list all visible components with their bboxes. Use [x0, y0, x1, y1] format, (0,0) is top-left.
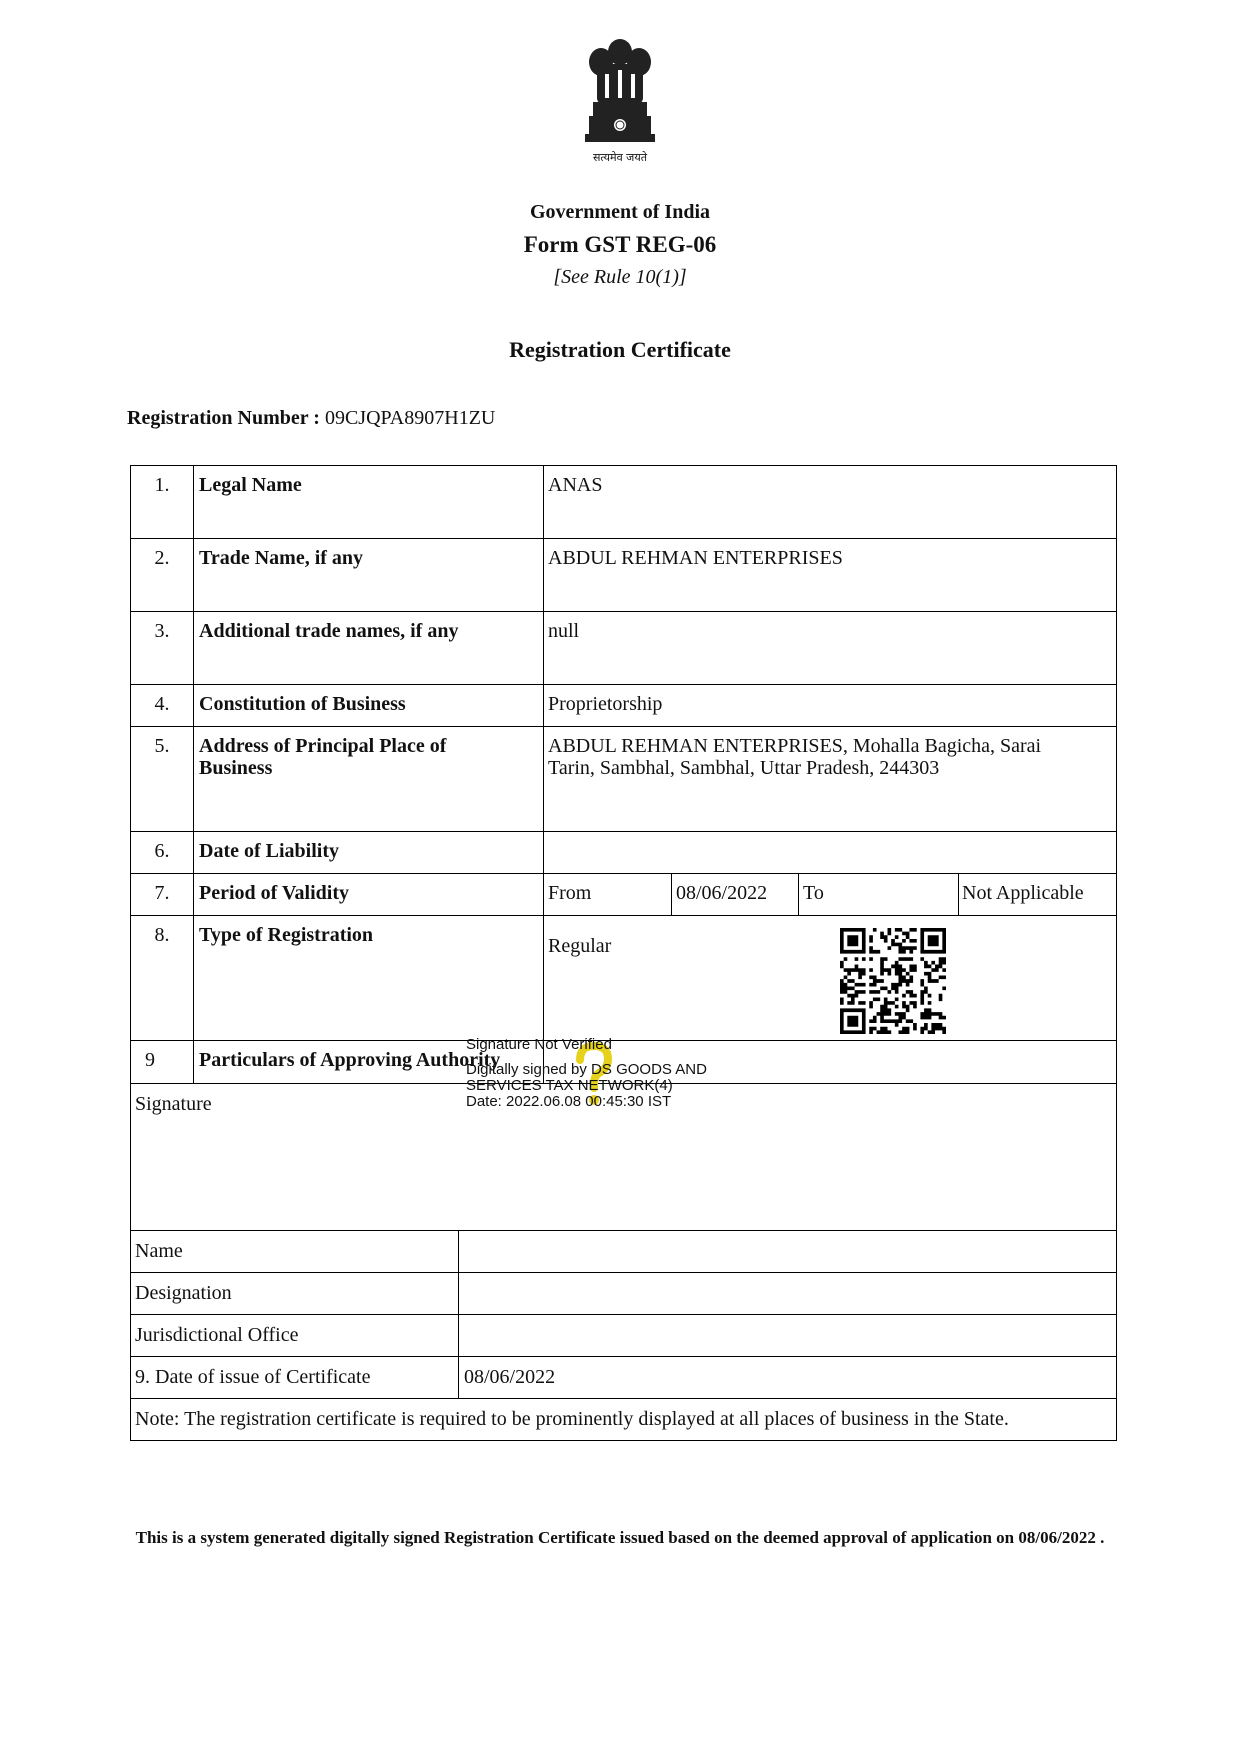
- field-value-address: ABDUL REHMAN ENTERPRISES, Mohalla Bagicha, Sarai Tarin, Sambhal, Sambhal, Uttar Pradesh, 244303: [548, 735, 1042, 779]
- issue-date-value: 08/06/2022: [464, 1366, 556, 1388]
- registration-number-label: Registration Number :: [127, 407, 320, 429]
- field-label-legal-name: Legal Name: [199, 474, 302, 496]
- designation-label: Designation: [135, 1282, 232, 1304]
- field-value-additional-trade-names: null: [548, 620, 580, 642]
- display-note: Note: The registration certificate is required to be prominently displayed at all places of business in the State.: [135, 1408, 1009, 1430]
- rule-reference: [See Rule 10(1)]: [553, 266, 687, 288]
- digital-signature-block: [466, 1037, 766, 1110]
- validity-from-label: From: [548, 882, 592, 904]
- validity-to-value: Not Applicable: [962, 882, 1084, 904]
- table-rule: [130, 538, 1117, 539]
- table-rule: [130, 465, 1117, 466]
- validity-from-value: 08/06/2022: [676, 882, 768, 904]
- field-label-address: Address of Principal Place of Business: [199, 735, 447, 779]
- table-rule: [130, 611, 1117, 612]
- field-label-period-of-validity: Period of Validity: [199, 882, 350, 904]
- table-rule: [130, 1398, 1117, 1399]
- field-value-trade-name: ABDUL REHMAN ENTERPRISES: [548, 547, 843, 569]
- row-number: 7.: [154, 882, 170, 904]
- row-number: 1.: [154, 474, 170, 496]
- row-number: 3.: [154, 620, 170, 642]
- table-rule: [958, 873, 959, 915]
- field-value-constitution: Proprietorship: [548, 693, 663, 715]
- form-title: Form GST REG-06: [523, 232, 717, 257]
- validity-to-label: To: [803, 882, 824, 904]
- table-rule: [671, 873, 672, 915]
- table-rule: [130, 1272, 1117, 1273]
- field-value-type-of-registration: Regular: [548, 935, 612, 957]
- row-number: 5.: [154, 735, 170, 757]
- jurisdictional-office-label: Jurisdictional Office: [135, 1324, 299, 1346]
- name-label: Name: [135, 1240, 183, 1262]
- table-rule: [130, 1230, 1117, 1231]
- row-number: 4.: [154, 693, 170, 715]
- issue-date-label: 9. Date of issue of Certificate: [135, 1366, 371, 1388]
- government-heading: Government of India: [530, 201, 710, 223]
- table-rule: [798, 873, 799, 915]
- row-number: 2.: [154, 547, 170, 569]
- field-label-type-of-registration: Type of Registration: [199, 924, 374, 946]
- table-rule: [130, 465, 131, 1441]
- row-number: 6.: [154, 840, 170, 862]
- row-number: 9: [145, 1049, 155, 1071]
- field-label-constitution: Constitution of Business: [199, 693, 406, 715]
- table-rule: [130, 1356, 1117, 1357]
- field-label-approving-authority: Particulars of Approving Authority: [199, 1049, 501, 1071]
- registration-number-value: 09CJQPA8907H1ZU: [324, 407, 496, 429]
- table-rule: [1116, 465, 1117, 1441]
- signature-status: Signature Not Verified: [466, 1036, 612, 1053]
- table-rule: [130, 684, 1117, 685]
- table-rule: [130, 1314, 1117, 1315]
- table-rule: [130, 726, 1117, 727]
- registration-number: [127, 407, 495, 430]
- row-number: 8.: [154, 924, 170, 946]
- field-value-legal-name: ANAS: [548, 474, 603, 496]
- emblem-motto: सत्यमेव जयते: [592, 151, 647, 164]
- qr-code-icon: [840, 928, 946, 1034]
- field-label-trade-name: Trade Name, if any: [199, 547, 364, 569]
- field-label-date-of-liability: Date of Liability: [199, 840, 339, 862]
- table-rule: [130, 873, 1117, 874]
- table-rule: [130, 1440, 1117, 1441]
- field-label-additional-trade-names: Additional trade names, if any: [199, 620, 459, 642]
- national-emblem-icon: [575, 34, 665, 164]
- table-rule: [130, 915, 1117, 916]
- certificate-title: Registration Certificate: [509, 337, 731, 362]
- footer-statement: This is a system generated digitally signed Registration Certificate issued based on the deemed approval of application on 08/06/2022 .: [135, 1528, 1105, 1547]
- signature-date: Date: 2022.06.08 00:45:30 IST: [466, 1093, 672, 1110]
- signature-signer-line1: Digitally signed by DS GOODS AND: [466, 1061, 707, 1078]
- signature-signer-line2: SERVICES TAX NETWORK(4): [466, 1077, 673, 1094]
- table-rule: [130, 831, 1117, 832]
- table-rule: [543, 465, 544, 1083]
- table-rule: [458, 1230, 459, 1398]
- signature-label: Signature: [135, 1093, 212, 1115]
